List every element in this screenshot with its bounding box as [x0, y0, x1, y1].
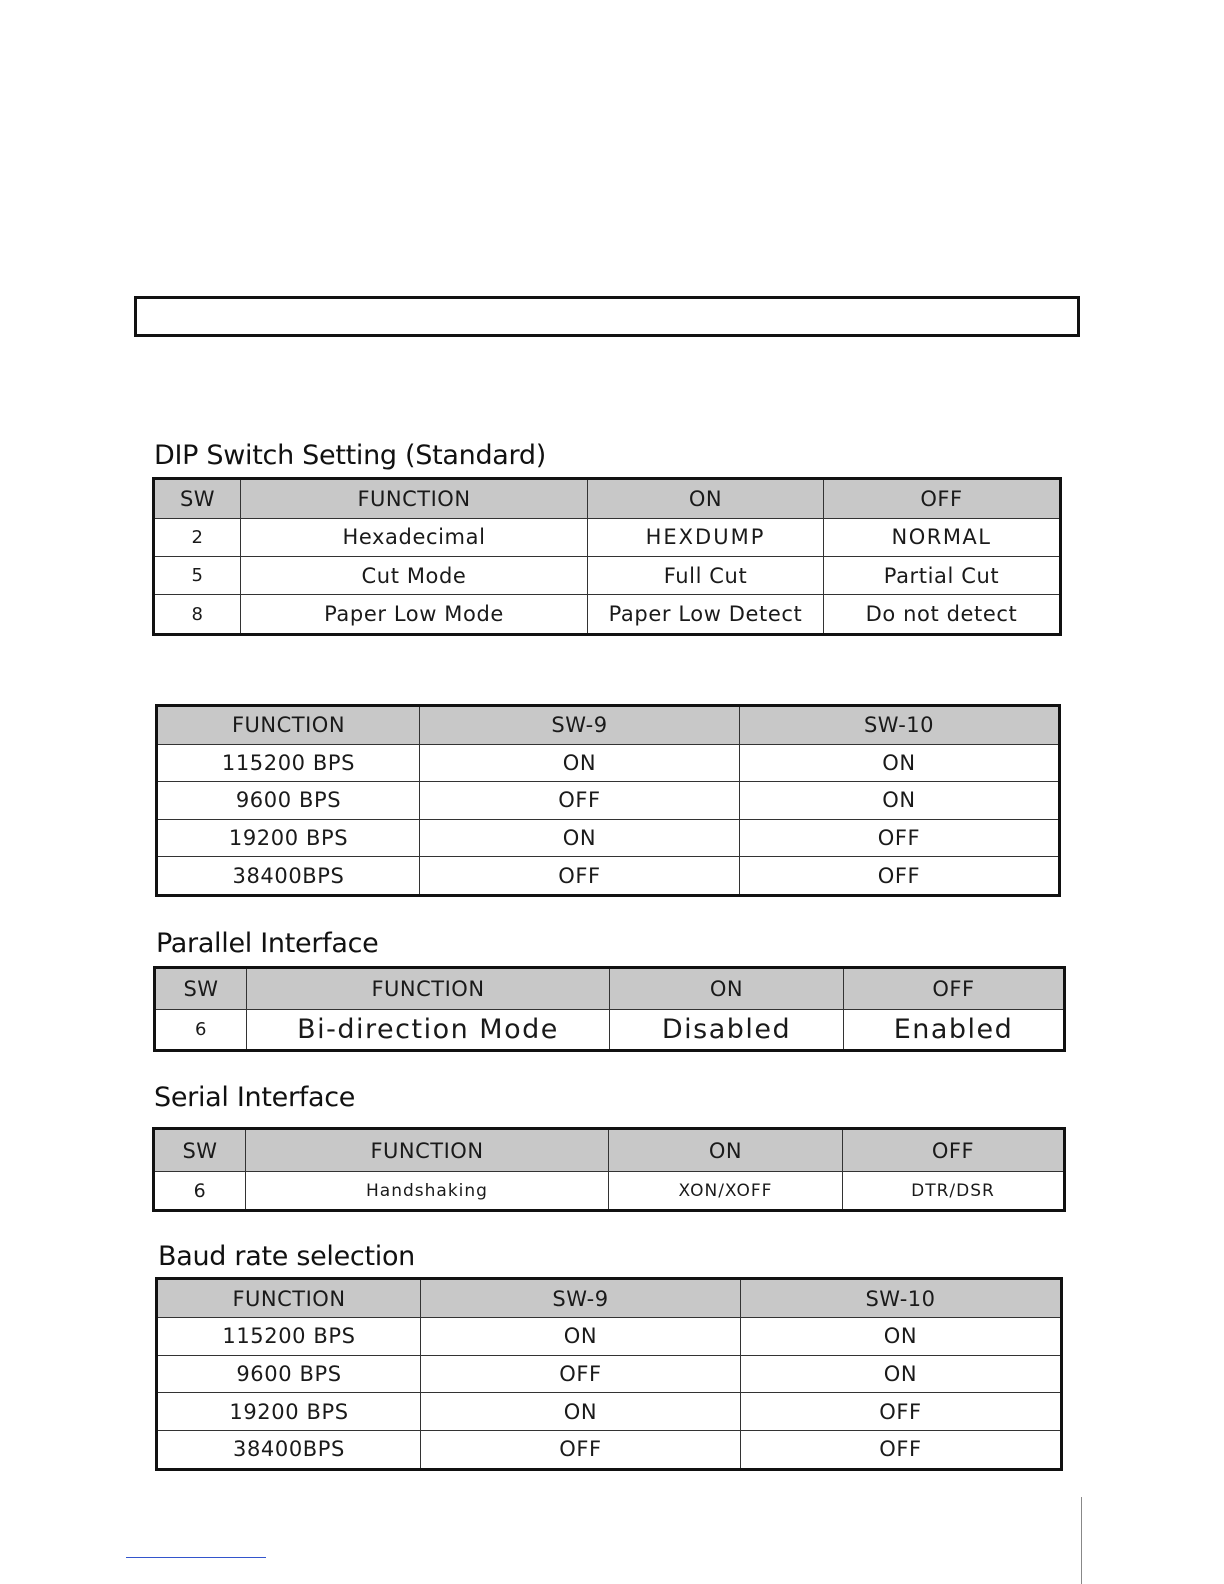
- header-off: OFF: [844, 968, 1065, 1010]
- header-sw: SW: [154, 1129, 246, 1172]
- table-row: [157, 1318, 1062, 1356]
- cell-on: Disabled: [610, 1010, 844, 1051]
- header-on: ON: [610, 968, 844, 1010]
- table-row: [154, 1172, 1065, 1211]
- table-header-row: [155, 968, 1065, 1010]
- cell-sw: 5: [154, 556, 241, 594]
- header-sw10: SW-10: [740, 706, 1060, 745]
- table-header-row: [157, 1279, 1062, 1318]
- cell-sw9: OFF: [420, 857, 740, 896]
- cell-sw10: OFF: [740, 857, 1060, 896]
- cell-on: Paper Low Detect: [588, 595, 824, 635]
- cell-on: HEXDUMP: [588, 518, 824, 556]
- table-row: [154, 595, 1061, 635]
- standard-settings-table: [152, 477, 1062, 636]
- serial-section-title: Serial Interface: [154, 1082, 356, 1113]
- parallel-interface-table: [153, 966, 1066, 1052]
- cell-sw10: OFF: [741, 1430, 1062, 1469]
- cell-sw9: OFF: [421, 1355, 741, 1393]
- cell-sw9: ON: [420, 744, 740, 781]
- header-function: FUNCTION: [157, 706, 420, 745]
- table-header-row: [154, 1129, 1065, 1172]
- header-off: OFF: [824, 479, 1061, 519]
- header-sw10: SW-10: [741, 1279, 1062, 1318]
- table-row: [157, 1430, 1062, 1469]
- cell-off: Do not detect: [824, 595, 1061, 635]
- header-sw: SW: [154, 479, 241, 519]
- table-row: [154, 518, 1061, 556]
- table-row: [155, 1010, 1065, 1051]
- cell-function: 9600 BPS: [157, 782, 420, 819]
- cell-on: XON/XOFF: [609, 1172, 843, 1211]
- cell-function: 115200 BPS: [157, 744, 420, 781]
- header-sw9: SW-9: [421, 1279, 741, 1318]
- cell-sw10: ON: [741, 1355, 1062, 1393]
- cell-sw10: OFF: [741, 1393, 1062, 1431]
- header-function: FUNCTION: [241, 479, 588, 519]
- baud-section-title: Baud rate selection: [158, 1241, 415, 1272]
- cell-function: 19200 BPS: [157, 1393, 421, 1431]
- cell-sw9: ON: [420, 819, 740, 856]
- cell-function: 9600 BPS: [157, 1355, 421, 1393]
- table-header-row: [157, 706, 1060, 745]
- header-box: [134, 296, 1080, 337]
- cell-off: DTR/DSR: [843, 1172, 1065, 1211]
- header-on: ON: [609, 1129, 843, 1172]
- header-function: FUNCTION: [247, 968, 610, 1010]
- cell-sw9: OFF: [421, 1430, 741, 1469]
- cell-sw: 8: [154, 595, 241, 635]
- standard-section-title: DIP Switch Setting (Standard): [154, 440, 546, 471]
- cell-function: 38400BPS: [157, 1430, 421, 1469]
- cell-sw: 6: [155, 1010, 247, 1051]
- baud-table-top: [155, 704, 1061, 897]
- cell-function: 19200 BPS: [157, 819, 420, 856]
- header-on: ON: [588, 479, 824, 519]
- cell-sw9: ON: [421, 1393, 741, 1431]
- cell-function: Bi-direction Mode: [247, 1010, 610, 1051]
- header-sw: SW: [155, 968, 247, 1010]
- cell-sw10: ON: [740, 782, 1060, 819]
- cell-function: 115200 BPS: [157, 1318, 421, 1356]
- cell-on: Full Cut: [588, 556, 824, 594]
- header-off: OFF: [843, 1129, 1065, 1172]
- cell-function: Handshaking: [246, 1172, 609, 1211]
- table-row: [157, 744, 1060, 781]
- cell-function: Cut Mode: [241, 556, 588, 594]
- cell-sw9: OFF: [420, 782, 740, 819]
- table-row: [157, 1355, 1062, 1393]
- cell-function: Paper Low Mode: [241, 595, 588, 635]
- cell-function: 38400BPS: [157, 857, 420, 896]
- serial-interface-table: [152, 1127, 1066, 1212]
- header-function: FUNCTION: [157, 1279, 421, 1318]
- parallel-section-title: Parallel Interface: [156, 928, 379, 959]
- header-function: FUNCTION: [246, 1129, 609, 1172]
- footer-link-underline: [126, 1557, 266, 1558]
- cell-off: Partial Cut: [824, 556, 1061, 594]
- cell-sw: 2: [154, 518, 241, 556]
- cell-off: Enabled: [844, 1010, 1065, 1051]
- table-row: [157, 1393, 1062, 1431]
- table-row: [157, 819, 1060, 856]
- cell-sw: 6: [154, 1172, 246, 1211]
- page-margin-rule: [1081, 1497, 1082, 1584]
- table-row: [157, 782, 1060, 819]
- baud-rate-table: [155, 1277, 1063, 1471]
- cell-function: Hexadecimal: [241, 518, 588, 556]
- table-header-row: [154, 479, 1061, 519]
- table-row: [154, 556, 1061, 594]
- table-row: [157, 857, 1060, 896]
- cell-sw9: ON: [421, 1318, 741, 1356]
- cell-sw10: ON: [741, 1318, 1062, 1356]
- cell-off: NORMAL: [824, 518, 1061, 556]
- cell-sw10: ON: [740, 744, 1060, 781]
- cell-sw10: OFF: [740, 819, 1060, 856]
- header-sw9: SW-9: [420, 706, 740, 745]
